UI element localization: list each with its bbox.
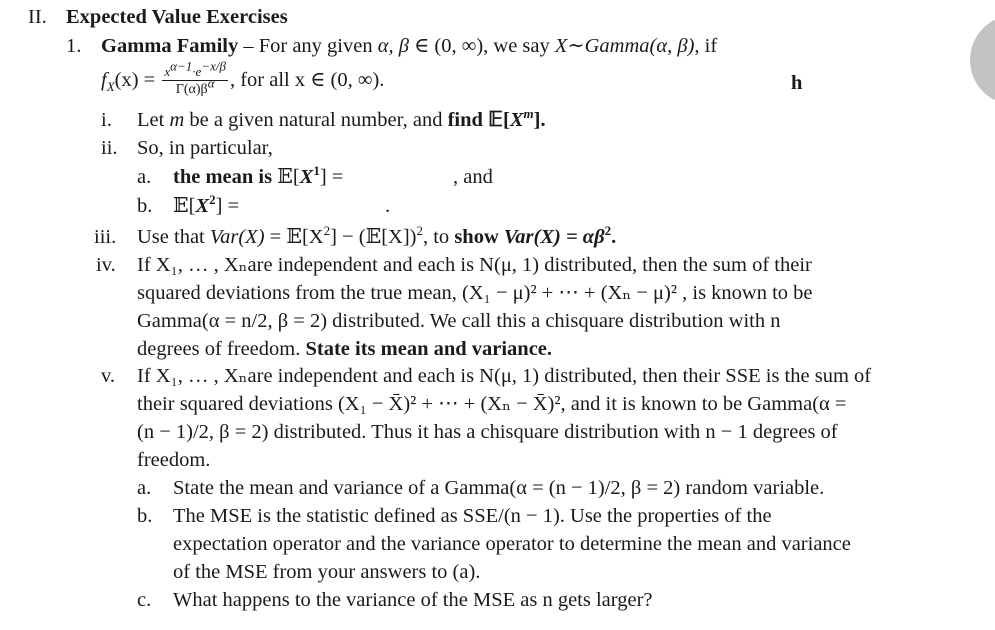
item-iii: Use that $Var(X) = 𝔼[X^2]$ − (𝔼[X])$^2$, to show $Var(X) = \alpha\beta^2$. — [137, 223, 617, 248]
subitem-v-c: What happens to the variance of the MSE as n gets larger? — [173, 589, 653, 611]
stray-letter: h — [791, 72, 803, 94]
problem-title: Gamma Family — [101, 35, 239, 57]
subitem-ii-b-tail: . — [385, 195, 391, 217]
item-iv-line-4: degrees of freedom. State its mean and variance. — [137, 338, 553, 360]
gray-circle-overlay — [970, 15, 995, 105]
problem-intro: Gamma Family – For any given α, β ∈ (0, ∞), we say X∼Gamma(α, β), if — [101, 35, 718, 57]
subitem-label: a. — [137, 166, 152, 188]
item-v-line-3: (n − 1)/2, β = 2) distributed. Thus it has a chisquare distribution with n − 1 degrees of — [137, 421, 838, 443]
subitem-v-a: State the mean and variance of a Gamma(α = (n − 1)/2, β = 2) random variable. — [173, 477, 825, 499]
item-label: ii. — [101, 137, 118, 159]
item-v-line-2: their squared deviations (X₁ − X̄)² + ⋯ + (Xₙ − X̄)², and it is known to be Gamma(α = — [137, 393, 847, 415]
item-label: v. — [101, 365, 116, 387]
subitem-ii-b: $𝔼[X^2]$ = — [173, 192, 240, 217]
pdf-formula: $f_X(x)$ = $\frac{x^{\alpha-1}\cdot e^{-x/\beta}}{\Gamma(\alpha)\beta^\alpha}$ , for all x ∈ (0, ∞). — [101, 58, 385, 97]
item-label: iii. — [94, 226, 117, 248]
section-numeral: II. — [28, 6, 47, 28]
item-v-line-4: freedom. — [137, 449, 211, 471]
subitem-label: b. — [137, 505, 153, 527]
item-label: iv. — [96, 254, 116, 276]
subitem-v-b-line-3: of the MSE from your answers to (a). — [173, 561, 481, 583]
subitem-v-b-line-2: expectation operator and the variance operator to determine the mean and variance — [173, 533, 851, 555]
item-iv-line-1: If X₁, … , Xₙare independent and each is N(μ, 1) distributed, then the sum of their — [137, 254, 812, 276]
pdf-fraction: $\frac{x^{\alpha-1}\cdot e^{-x/\beta}}{\Gamma(\alpha)\beta^\alpha}$ — [164, 58, 226, 97]
item-iv-line-2: squared deviations from the true mean, (X₁ − μ)² + ⋯ + (Xₙ − μ)² , is known to be — [137, 282, 813, 304]
section-title: Expected Value Exercises — [66, 6, 288, 28]
item-v-line-1: If X₁, … , Xₙare independent and each is N(μ, 1) distributed, then their SSE is the sum of — [137, 365, 872, 387]
subitem-ii-a-tail: , and — [453, 166, 493, 188]
problem-number: 1. — [66, 35, 82, 57]
item-iv-line-3: Gamma(α = n/2, β = 2) distributed. We call this a chisquare distribution with n — [137, 310, 781, 332]
subitem-label: b. — [137, 195, 153, 217]
subitem-ii-a: the mean is $𝔼[X^1]$ = — [173, 163, 344, 188]
subitem-label: c. — [137, 589, 152, 611]
item-label: i. — [101, 109, 112, 131]
item-ii: So, in particular, — [137, 137, 273, 159]
subitem-v-b-line-1: The MSE is the statistic defined as SSE/(n − 1). Use the properties of the — [173, 505, 772, 527]
item-i: Let m be a given natural number, and find $𝔼[X^m]$. — [137, 106, 546, 131]
subitem-label: a. — [137, 477, 152, 499]
